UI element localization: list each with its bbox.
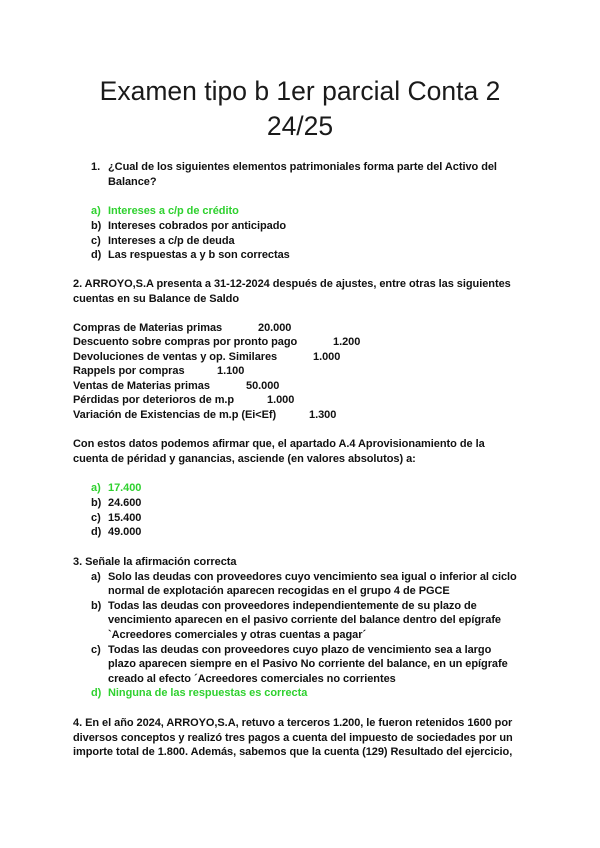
account-value: 1.000: [267, 394, 295, 406]
q1-option-b-letter: b): [91, 220, 102, 232]
q2-question-line-1: Con estos datos podemos afirmar que, el apartado A.4 Aprovisionamiento de la: [73, 438, 485, 450]
q1-text-line-1: ¿Cual de los siguientes elementos patrimoniales forma parte del Activo del: [108, 161, 497, 173]
q2-option-a: 17.400: [108, 482, 142, 494]
q1-option-a: Intereses a c/p de crédito: [108, 205, 239, 217]
q4-line: importe total de 1.800. Además, sabemos que la cuenta (129) Resultado del ejercicio,: [73, 746, 513, 758]
account-value: 1.200: [333, 336, 361, 348]
q2-intro-line-1: 2. ARROYO,S.A presenta a 31-12-2024 después de ajustes, entre otras las siguientes: [73, 278, 511, 290]
q1-option-d: Las respuestas a y b son correctas: [108, 249, 290, 261]
q2-intro-line-2: cuentas en su Balance de Saldo: [73, 293, 240, 305]
q3-option-b-letter: b): [91, 600, 102, 612]
q3-option-a-letter: a): [91, 571, 101, 583]
account-name: Pérdidas por deterioros de m.p: [73, 394, 235, 406]
q3-option-c-letter: c): [91, 644, 101, 656]
account-value: 1.300: [309, 409, 337, 421]
q2-question-line-2: cuenta de péridad y ganancias, asciende (en valores absolutos) a:: [73, 453, 416, 465]
account-name: Rappels por compras: [73, 365, 185, 377]
account-name: Variación de Existencias de m.p (Ei<Ef): [73, 409, 277, 421]
q3-option-c-line: plazo aparecen siempre en el Pasivo No corriente del balance, en un epígrafe: [108, 658, 508, 670]
q2-option-d-letter: d): [91, 526, 102, 538]
account-value: 1.000: [313, 351, 341, 363]
q3-option-b-line: vencimiento aparecen en el pasivo corriente del balance dentro del epígrafe: [108, 614, 501, 626]
q2-option-a-letter: a): [91, 482, 101, 494]
account-value: 50.000: [246, 380, 280, 392]
q1-option-c-letter: c): [91, 235, 101, 247]
q3-option-a-line: Solo las deudas con proveedores cuyo vencimiento sea igual o inferior al ciclo: [108, 571, 517, 583]
q1-option-a-letter: a): [91, 205, 101, 217]
q1-option-b: Intereses cobrados por anticipado: [108, 220, 287, 232]
q2-option-b: 24.600: [108, 497, 142, 509]
q1-text-line-2: Balance?: [108, 176, 157, 188]
q3-option-c-line: creado al efecto ´Acreedores comerciales no corrientes: [108, 673, 396, 685]
account-name: Devoluciones de ventas y op. Similares: [73, 351, 278, 363]
q4-line: 4. En el año 2024, ARROYO,S.A, retuvo a terceros 1.200, le fueron retenidos 1600 por: [73, 717, 513, 729]
account-name: Ventas de Materias primas: [73, 380, 210, 392]
account-name: Compras de Materias primas: [73, 322, 223, 334]
q2-option-b-letter: b): [91, 497, 102, 509]
q3-option-d-line: Ninguna de las respuestas es correcta: [108, 687, 308, 699]
q3-intro: 3. Señale la afirmación correcta: [73, 556, 237, 568]
title-text: Examen tipo b 1er parcial Conta 2 24/25: [99, 76, 501, 141]
page-title: [0, 74, 600, 144]
account-name: Descuento sobre compras por pronto pago: [73, 336, 298, 348]
q4-line: diversos conceptos y realizó tres pagos a cuenta del impuesto de sociedades por un: [73, 732, 513, 744]
q3-option-c-line: Todas las deudas con proveedores cuyo plazo de vencimiento sea a largo: [108, 644, 492, 656]
q3-option-a-line: normal de explotación aparecen recogidas en el grupo 4 de PGCE: [108, 585, 450, 597]
q3-option-b-line: Todas las deudas con proveedores independientemente de su plazo de: [108, 600, 477, 612]
q1-number: 1.: [91, 161, 101, 173]
q3-option-b-line: `Acreedores comerciales y otras cuentas a pagar´: [108, 629, 367, 641]
q1-option-d-letter: d): [91, 249, 102, 261]
q2-option-d: 49.000: [108, 526, 142, 538]
q3-option-d-letter: d): [91, 687, 102, 699]
q1-option-c: Intereses a c/p de deuda: [108, 235, 235, 247]
account-value: 1.100: [217, 365, 245, 377]
q2-option-c: 15.400: [108, 512, 142, 524]
q2-option-c-letter: c): [91, 512, 101, 524]
account-value: 20.000: [258, 322, 292, 334]
